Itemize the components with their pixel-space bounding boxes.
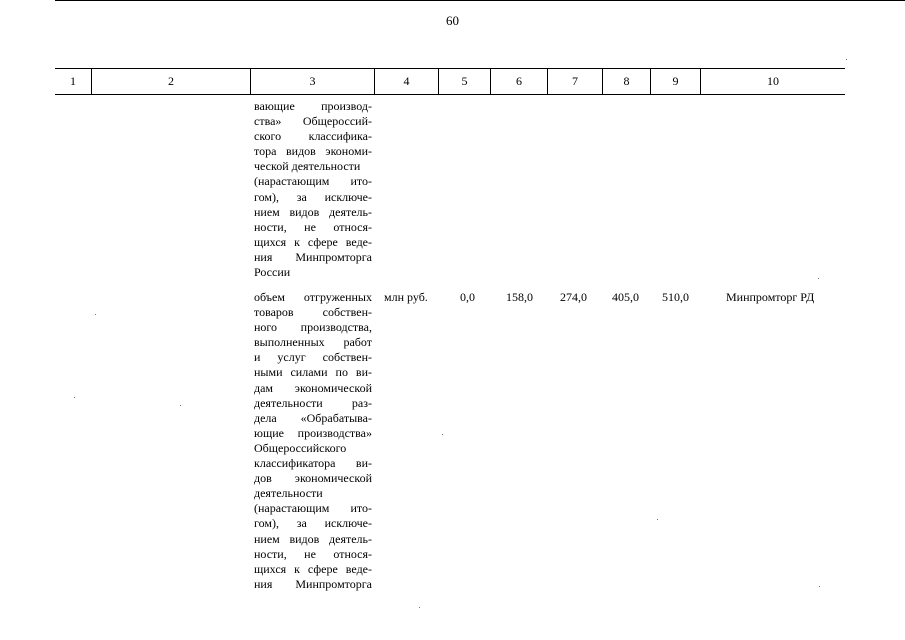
row1-line: ния Минпромторга <box>254 249 372 264</box>
row2-line: объем отгруженных <box>254 290 372 304</box>
row1-line: ского классифика- <box>254 129 372 144</box>
table-header-row <box>55 68 845 95</box>
row2-line: ния Минпромторга <box>254 576 372 591</box>
row2-value-col8: 405,0 <box>612 290 639 304</box>
row1-line: гом), за исключе- <box>254 189 372 204</box>
top-rule <box>55 0 905 1</box>
row1-line: тора видов экономи- <box>254 144 372 159</box>
scan-speck <box>818 278 819 279</box>
row2-line: ными силами по ви- <box>254 365 372 380</box>
row2-line: Общероссийского <box>254 440 347 455</box>
header-col-3: 3 <box>250 69 374 94</box>
row2-line: дела «Обрабатыва- <box>254 410 372 425</box>
scan-speck <box>442 434 443 435</box>
row1-line: ства» Общероссий- <box>254 114 372 129</box>
header-col-10: 10 <box>700 69 845 94</box>
row2-value-col5: 0,0 <box>460 290 475 304</box>
scan-speck <box>819 586 820 587</box>
row1-line: ности, не относя- <box>254 219 372 234</box>
row1-line: ческой деятельности <box>254 159 361 174</box>
scan-speck <box>95 314 96 315</box>
scan-speck <box>419 607 420 608</box>
row1-line: вающие производ- <box>254 99 372 113</box>
scan-speck <box>74 397 75 398</box>
row2-indicator-text <box>254 290 372 592</box>
row1-line: нием видов деятель- <box>254 204 372 219</box>
row2-line: щихся к сфере веде- <box>254 561 372 576</box>
row2-line: выполненных работ <box>254 335 372 350</box>
header-col-5: 5 <box>438 69 490 94</box>
row2-line: ного производства, <box>254 320 372 335</box>
header-col-4: 4 <box>374 69 438 94</box>
row2-line: и услуг собствен- <box>254 350 372 365</box>
row2-line: нием видов деятель- <box>254 531 372 546</box>
row2-line: ности, не относя- <box>254 546 372 561</box>
row1-line: щихся к сфере веде- <box>254 234 372 249</box>
row2-line: дам экономической <box>254 380 372 395</box>
row2-line: дов экономической <box>254 471 372 486</box>
row2-unit: млн руб. <box>384 290 428 304</box>
row2-line: товаров собствен- <box>254 305 372 320</box>
row2-line: ющие производства» <box>254 425 372 440</box>
page-number: 60 <box>446 13 459 28</box>
header-col-2: 2 <box>91 69 250 94</box>
header-col-6: 6 <box>490 69 547 94</box>
row1-indicator-text <box>254 99 372 280</box>
header-col-8: 8 <box>602 69 650 94</box>
row2-value-col9: 510,0 <box>662 290 689 304</box>
scan-speck <box>180 405 181 406</box>
row2-line: классификатора ви- <box>254 456 372 471</box>
scan-speck <box>657 519 658 520</box>
header-col-9: 9 <box>650 69 700 94</box>
row1-line: России <box>254 265 291 280</box>
row2-responsible: Минпромторг РД <box>726 290 815 304</box>
row2-value-col6: 158,0 <box>506 290 533 304</box>
row1-line: (нарастающим ито- <box>254 174 372 189</box>
header-col-1: 1 <box>70 74 76 88</box>
scan-speck <box>846 59 847 60</box>
row2-line: деятельности <box>254 486 323 501</box>
row2-line: (нарастающим ито- <box>254 501 372 516</box>
header-col-7: 7 <box>547 69 602 94</box>
row2-line: деятельности раз- <box>254 395 372 410</box>
row2-value-col7: 274,0 <box>560 290 587 304</box>
row2-line: гом), за исключе- <box>254 516 372 531</box>
